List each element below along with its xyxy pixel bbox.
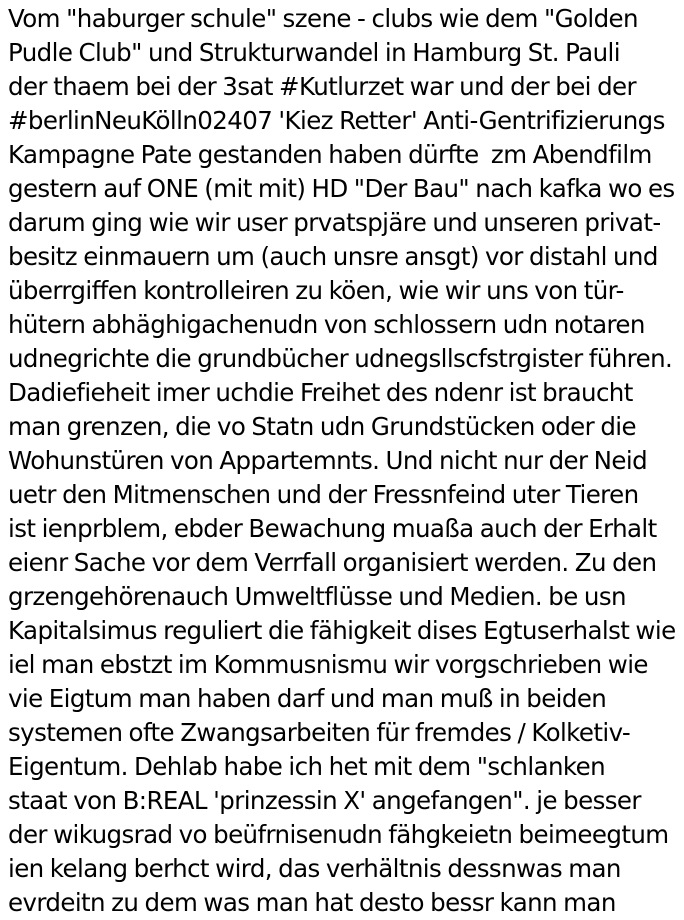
text-line-2: Pudle Club" und Strukturwandel in Hamburg St. Pauli: [8, 38, 620, 67]
text-line-11: udnegrichte die grundbücher udnegsllscfstrgister führen.: [8, 344, 673, 373]
text-line-6: gestern auf ONE (mit mit) HD "Der Bau" nach kafka wo es: [8, 174, 675, 203]
text-line-15: uetr den Mitmenschen und der Fressnfeind uter Tieren: [8, 480, 639, 509]
text-line-20: iel man ebstzt im Kommusnismu wir vorgschrieben wie: [8, 650, 648, 679]
text-line-1: Vom "haburger schule" szene - clubs wie dem "Golden: [8, 4, 638, 33]
text-line-27: evrdeitn zu dem was man hat desto bessr kann man: [8, 888, 616, 917]
text-line-14: Wohunstüren von Appartemnts. Und nicht nur der Neid: [8, 446, 648, 475]
text-line-21: vie Eigtum man haben darf und man muß in beiden: [8, 684, 607, 713]
text-line-23: Eigentum. Dehlab habe ich het mit dem "schlanken: [8, 752, 606, 781]
document-body: [8, 2, 684, 920]
text-line-22: systemen ofte Zwangsarbeiten für fremdes / Kolketiv-: [8, 718, 631, 747]
text-line-25: der wikugsrad vo beüfrnisenudn fähgkeietn beimeegtum: [8, 820, 669, 849]
text-line-24: staat von B:REAL 'prinzessin X' angefangen". je besser: [8, 786, 641, 815]
text-line-12: Dadiefieheit imer uchdie Freihet des ndenr ist braucht: [8, 378, 633, 407]
text-line-9: überrgiffen kontrolleiren zu köen, wie wir uns von tür-: [8, 276, 624, 305]
text-line-7: darum ging wie wir user prvatspjäre und unseren privat-: [8, 208, 661, 237]
text-line-26: ien kelang berhct wird, das verhältnis dessnwas man: [8, 854, 621, 883]
text-line-5: Kampagne Pate gestanden haben dürfte zm Abendfilm: [8, 140, 652, 169]
text-line-3: der thaem bei der 3sat #Kutlurzet war und der bei der: [8, 72, 636, 101]
text-line-16: ist ienprblem, ebder Bewachung muaßa auch der Erhalt: [8, 514, 657, 543]
text-line-10: hütern abhäghigachenudn von schlossern udn notaren: [8, 310, 645, 339]
text-line-18: grzengehörenauch Umweltflüsse und Medien. be usn: [8, 582, 626, 611]
text-line-8: besitz einmauern um (auch unsre ansgt) vor distahl und: [8, 242, 658, 271]
text-line-4: #berlinNeuKölln02407 'Kiez Retter' Anti-Gentrifizierungs: [8, 106, 665, 135]
text-line-19: Kapitalsimus reguliert die fähigkeit dises Egtuserhalst wie: [8, 616, 676, 645]
text-line-13: man grenzen, die vo Statn udn Grundstücken oder die: [8, 412, 636, 441]
text-line-17: eienr Sache vor dem Verrfall organisiert werden. Zu den: [8, 548, 657, 577]
